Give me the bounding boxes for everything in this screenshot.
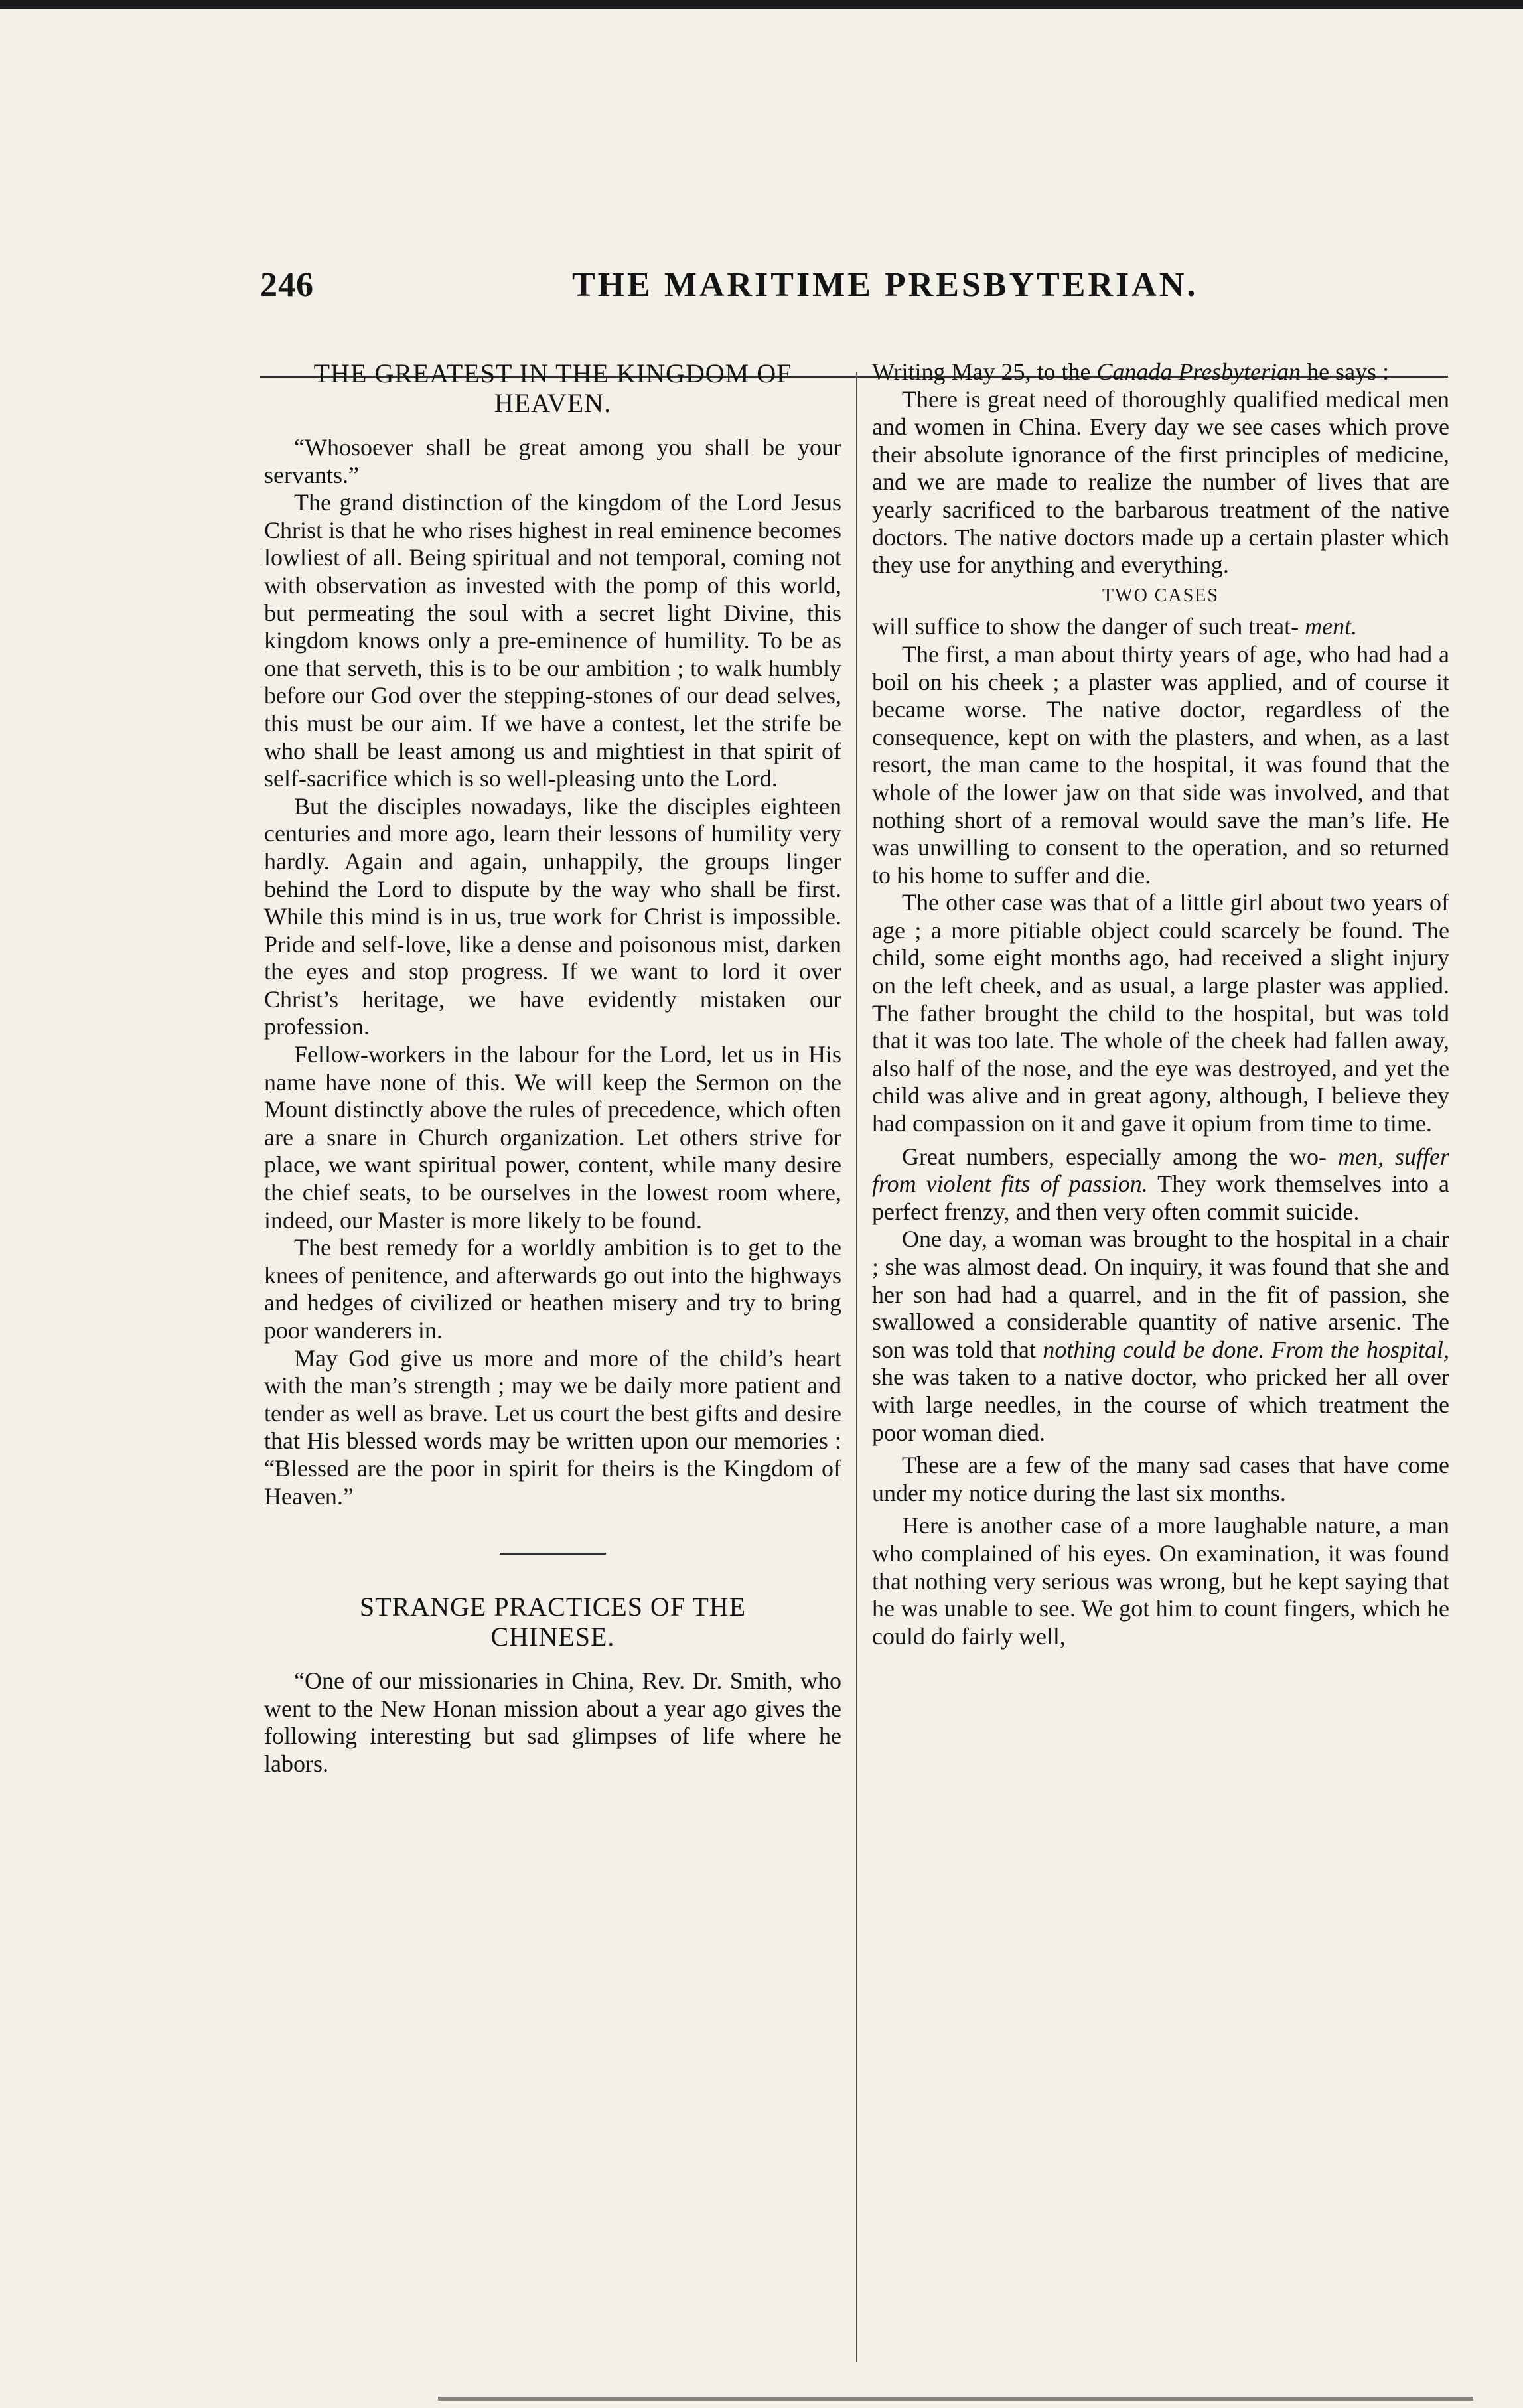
article-title-greatest: THE GREATEST IN THE KINGDOM OF HEAVEN. xyxy=(313,358,792,418)
article-paragraph: The grand distinction of the kingdom of the Lord Jesus Christ is that he who rises highest in real eminence becomes lowliest of all. Being spiritual and not temporal, coming not with observation as invested with the pomp of this world, but permeating the soul with a secret light Divine, this kingdom knows only a pre-eminence of humility. To be as one that serveth, this is to be our ambition ; to walk humbly before our God over the stepping-stones of our dead selves, this must be our aim. If we have a contest, let the strife be who shall be least among us and mightiest in that spirit of self-sacrifice which is so well-pleasing unto the Lord. xyxy=(264,489,841,792)
title-line-1: STRANGE PRACTICES OF THE xyxy=(359,1592,747,1622)
section-divider-rule xyxy=(500,1553,606,1555)
scan-border-bottom xyxy=(438,2397,1473,2401)
paragraph-text: will suffice to show the danger of such treat- xyxy=(872,613,1299,640)
intro-text-end: he says : xyxy=(1301,358,1390,385)
paragraph-text-end: she was taken to a native doctor, who pricked her all over with large needles, in the course of which treatment the poor woman died. xyxy=(872,1364,1449,1446)
paragraph-text: Great numbers, especially among the wo- xyxy=(902,1143,1327,1170)
article-paragraph: These are a few of the many sad cases that have come under my notice during the last six months. xyxy=(872,1452,1449,1506)
article-paragraph: The other case was that of a little girl about two years of age ; a more pitiable object could scarcely be found. The child, some eight months ago, had received a slight injury on the left cheek, and as usual, a large plaster was applied. The father brought the child to the hospital, but was told that it was too late. The whole of the cheek had fallen away, also half of the nose, and the eye was destroyed, and yet the child was alive and in great agony, although, I believe they had compassion on it and gave it opium from time to time. xyxy=(872,889,1449,1137)
paragraph-italic: ment. xyxy=(1305,613,1358,640)
left-column xyxy=(264,358,841,1778)
newspaper-name: Canada Presbyterian xyxy=(1096,358,1301,385)
article-paragraph: There is great need of thoroughly qualified medical men and women in China. Every day we see cases which prove their absolute ignorance of the first principles of medicine, and we are made to realize the number of lives that are yearly sacrificed to the barbarous treatment of the native doctors. The native doctors made up a certain plaster which they use for anything and everything. xyxy=(872,386,1449,579)
article-paragraph: Here is another case of a more laughable nature, a man who complained of his eyes. On examination, it was found that nothing very serious was wrong, but he kept saying that he was unable to see. We got him to count fingers, which he could do fairly well, xyxy=(872,1512,1449,1650)
article-paragraph: The first, a man about thirty years of age, who had had a boil on his cheek ; a plaster was applied, and of course it became worse. The native doctor, regardless of the consequence, kept on with the plasters, and when, as a last resort, the man came to the hospital, it was found that the whole of the lower jaw on that side was involved, and that nothing short of a removal would save the man’s life. He was unwilling to consent to the operation, and so returned to his home to suffer and die. xyxy=(872,640,1449,888)
article-paragraph: The best remedy for a worldly ambition is to get to the knees of penitence, and afterwards go out into the highways and hedges of civilized or heathen misery and try to bring poor wanderers in. xyxy=(264,1234,841,1344)
subheading-two-cases: TWO CASES xyxy=(1102,585,1219,606)
article-paragraph: May God give us more and more of the child’s heart with the man’s strength ; may we be daily more patient and tender as well as brave. Let us court the best gifts and desire that His blessed words may be written upon our memories : “Blessed are the poor in spirit for theirs is the Kingdom of Heaven.” xyxy=(264,1344,841,1510)
article-intro: “One of our missionaries in China, Rev. Dr. Smith, who went to the New Honan mission about a year ago gives the following interesting but sad glimpses of life where he labors. xyxy=(264,1667,841,1777)
intro-text: Writing May 25, to the xyxy=(872,358,1097,385)
paragraph-text: One day, a woman was brought to the hospital in a chair ; she was almost dead. On inquiry, it was found that she and her son had had a quarrel, and in the fit of passion, she swallowed a considerable quantity of native arsenic. The son was told that xyxy=(872,1226,1449,1363)
paragraph-text-end: They work themselves into a perfect frenzy, and then very often commit suicide. xyxy=(872,1170,1450,1225)
paragraph-italic: nothing could be done. From the hospital, xyxy=(1043,1336,1450,1363)
article-paragraph xyxy=(872,1143,1449,1226)
epigraph: “Whosoever shall be great among you shall be your servants.” xyxy=(264,434,841,488)
article-title-strange-practices xyxy=(264,1592,841,1652)
article-paragraph: But the disciples nowadays, like the disciples eighteen centuries and more ago, learn their lessons of humility very hardly. Again and again, unhappily, the groups linger behind the Lord to dispute by the way who shall be first. While this mind is in us, true work for Christ is impossible. Pride and self-love, like a dense and poisonous mist, darken the eyes and stop progress. If we want to lord it over Christ’s heritage, we have evidently mistaken our profession. xyxy=(264,792,841,1040)
journal-title: THE MARITIME PRESBYTERIAN. xyxy=(572,266,1198,304)
right-column xyxy=(872,358,1449,1650)
paragraph-italic: men, suffer from violent fits of passion. xyxy=(872,1143,1449,1198)
right-intro xyxy=(872,358,1449,386)
page-number: 246 xyxy=(260,266,314,304)
article-paragraph xyxy=(872,1226,1449,1447)
title-line-2: CHINESE. xyxy=(490,1622,615,1652)
article-paragraph xyxy=(872,613,1449,641)
article-paragraph: Fellow-workers in the labour for the Lord, let us in His name have none of this. We will keep the Sermon on the Mount distinctly above the rules of precedence, which often are a snare in Church organization. Let others strive for place, we want spiritual power, content, while many desire the chief seats, to be ourselves in the lowest room where, indeed, our Master is more likely to be found. xyxy=(264,1041,841,1234)
column-divider xyxy=(856,372,857,2362)
page-header xyxy=(260,265,1448,319)
scan-border-top xyxy=(0,0,1523,9)
